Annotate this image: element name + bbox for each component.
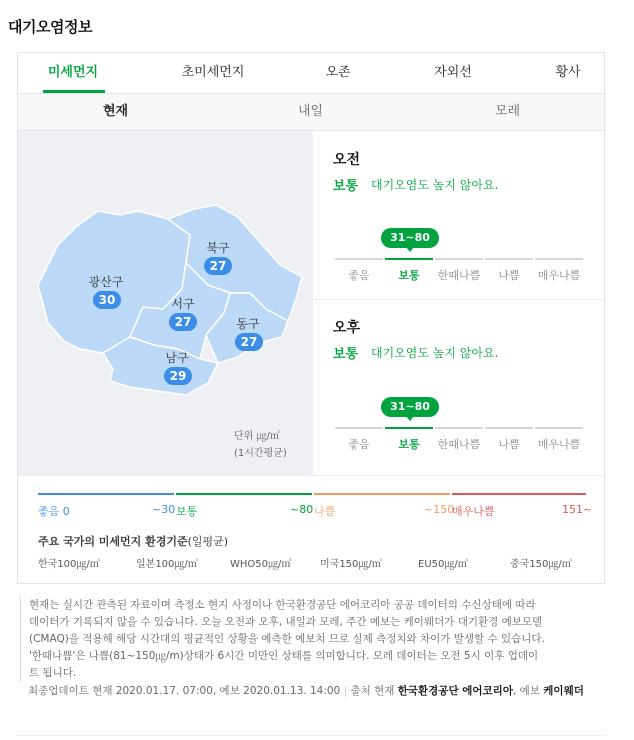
district-value-buk[interactable]: 27 xyxy=(204,257,232,275)
forecast-divider xyxy=(313,299,604,300)
district-value-nam[interactable]: 29 xyxy=(164,367,192,385)
grade-label-active: 보통 xyxy=(398,269,420,282)
grade-label: 한때나쁨 xyxy=(437,269,481,282)
scale-bar-good xyxy=(335,427,383,429)
standard-eu: EU50㎍/㎥ xyxy=(418,559,468,570)
source-prefix: 출처 현재 xyxy=(350,685,395,697)
scale-bar-temp-bad xyxy=(435,258,483,260)
grade-label: 나쁨 xyxy=(498,438,520,451)
range-bubble-afternoon: 31~80 xyxy=(381,397,439,417)
tab-yellow-dust[interactable]: 황사 xyxy=(555,65,581,80)
note-line: 현재는 실시간 관측된 자료이며 측정소 현지 사정이나 한국환경공단 에어코리아 공공 데이터의 수신상태에 따라 xyxy=(29,599,536,611)
forecast-period-afternoon: 오후 xyxy=(333,320,361,336)
scale-bad-label: 나쁨 xyxy=(314,505,336,518)
tab-day-after[interactable]: 모레 xyxy=(494,104,521,119)
tab-fine-dust[interactable]: 미세먼지 xyxy=(47,65,99,80)
standard-korea: 한국100㎍/㎥ xyxy=(38,559,100,570)
source-mid: , 예보 xyxy=(512,685,540,697)
scale-bar-temp-bad xyxy=(435,427,483,429)
scale-good-segment xyxy=(38,493,174,495)
forecast-grade-afternoon: 보통 xyxy=(333,347,359,362)
scale-bar-bad xyxy=(485,258,533,260)
scale-bar-normal xyxy=(385,258,433,260)
scale-bar-very-bad xyxy=(535,258,583,260)
note-line: (CMAQ)을 적용해 해당 시간대의 평균적인 상황을 예측한 예보치 므로 실제 측정치와 차이가 발생할 수 있습니다. xyxy=(29,633,545,645)
section-divider xyxy=(18,475,604,476)
standard-usa: 미국150㎍/㎥ xyxy=(320,559,382,570)
grade-label: 좋음 xyxy=(348,438,370,451)
last-updated: 최종업데이트 현재 2020.01.17. 07:00, 예보 2020.01.13. 14:00 xyxy=(28,685,341,697)
scale-bar-normal xyxy=(385,427,433,429)
tab-uv[interactable]: 자외선 xyxy=(434,65,472,80)
tab-tomorrow[interactable]: 내일 xyxy=(297,104,324,119)
district-name-seo: 서구 xyxy=(171,297,195,311)
standard-japan: 일본100㎍/㎥ xyxy=(136,559,198,570)
standard-title: 주요 국가의 미세먼지 환경기준(일평균) xyxy=(38,535,229,548)
tab-ozone[interactable]: 오존 xyxy=(325,65,351,80)
update-footer: 최종업데이트 현재 2020.01.17. 07:00, 예보 2020.01.13. 14:00 | 출처 현재 한국환경공단 에어코리아, 예보 케이웨더 xyxy=(28,685,584,697)
grade-label: 나쁨 xyxy=(498,269,520,282)
average-label: (1시간평균) xyxy=(234,448,287,459)
grade-label: 매우나쁨 xyxy=(537,438,581,451)
tab-now[interactable]: 현재 xyxy=(102,104,129,119)
district-name-dong: 동구 xyxy=(236,317,260,331)
info-note xyxy=(20,597,619,682)
scale-good-label: 좋음 0 xyxy=(38,505,70,518)
range-bubble-morning: 31~80 xyxy=(381,228,439,248)
page-title: 대기오염정보 xyxy=(8,18,92,36)
forecast-period-morning: 오전 xyxy=(333,152,361,168)
scale-normal-label: 보통 xyxy=(176,505,198,518)
note-line: 트 됩니다. xyxy=(29,667,77,679)
tab-ultrafine-dust[interactable]: 초미세먼지 xyxy=(181,65,245,80)
district-value-seo[interactable]: 27 xyxy=(169,313,197,331)
scale-bar-very-bad xyxy=(535,427,583,429)
district-value-dong[interactable]: 27 xyxy=(235,333,263,351)
scale-very-bad-min: 151~ xyxy=(562,503,593,516)
scale-bad-max: ~80 xyxy=(290,503,314,516)
standard-scale-bar xyxy=(38,493,586,495)
scale-very-bad-max: ~150 xyxy=(424,503,455,516)
forecast-desc-morning: 대기오염도 높지 않아요. xyxy=(371,178,499,192)
scale-very-bad-segment xyxy=(452,493,586,495)
district-name-buk: 북구 xyxy=(206,241,230,255)
bottom-divider xyxy=(16,735,606,736)
district-value-gwangsan[interactable]: 30 xyxy=(93,291,121,309)
source-kweather-link[interactable]: 케이웨더 xyxy=(543,685,584,697)
note-line: 데이터가 기록되지 않을 수 있습니다. 오늘 오전과 오후, 내일과 모레, 주간 예보는 케이웨더가 대기환경 예보모델 xyxy=(29,616,543,628)
air-quality-card xyxy=(17,52,605,584)
forecast-panel xyxy=(313,131,604,475)
standard-china: 중국150㎍/㎥ xyxy=(510,559,572,570)
forecast-desc-afternoon: 대기오염도 높지 않아요. xyxy=(371,346,499,360)
pollutant-tabs xyxy=(18,53,604,93)
standard-who: WHO50㎍/㎥ xyxy=(230,559,292,570)
note-line: '한때나쁨'은 나쁨(81~150㎍/m)상태가 6시간 미만인 상태를 의미합니다. 모레 데이터는 오전 5시 이후 업데이 xyxy=(29,650,539,662)
grade-label: 한때나쁨 xyxy=(437,438,481,451)
scale-normal-segment xyxy=(176,493,312,495)
grade-label-active: 보통 xyxy=(398,438,420,451)
scale-normal-max: ~30 xyxy=(152,503,176,516)
district-name-gwangsan: 광산구 xyxy=(88,275,124,289)
grade-label: 매우나쁨 xyxy=(537,269,581,282)
scale-very-bad-label: 매우나쁨 xyxy=(452,505,495,518)
unit-label: 단위 ㎍/㎥ xyxy=(234,431,280,442)
region-map xyxy=(18,131,313,475)
source-airkorea-link[interactable]: 한국환경공단 에어코리아 xyxy=(397,685,513,697)
scale-bad-segment xyxy=(314,493,450,495)
scale-bar-bad xyxy=(485,427,533,429)
grade-label: 좋음 xyxy=(348,269,370,282)
district-name-nam: 남구 xyxy=(165,351,189,365)
forecast-grade-morning: 보통 xyxy=(333,179,359,194)
day-tabs xyxy=(18,93,604,131)
scale-bar-good xyxy=(335,258,383,260)
